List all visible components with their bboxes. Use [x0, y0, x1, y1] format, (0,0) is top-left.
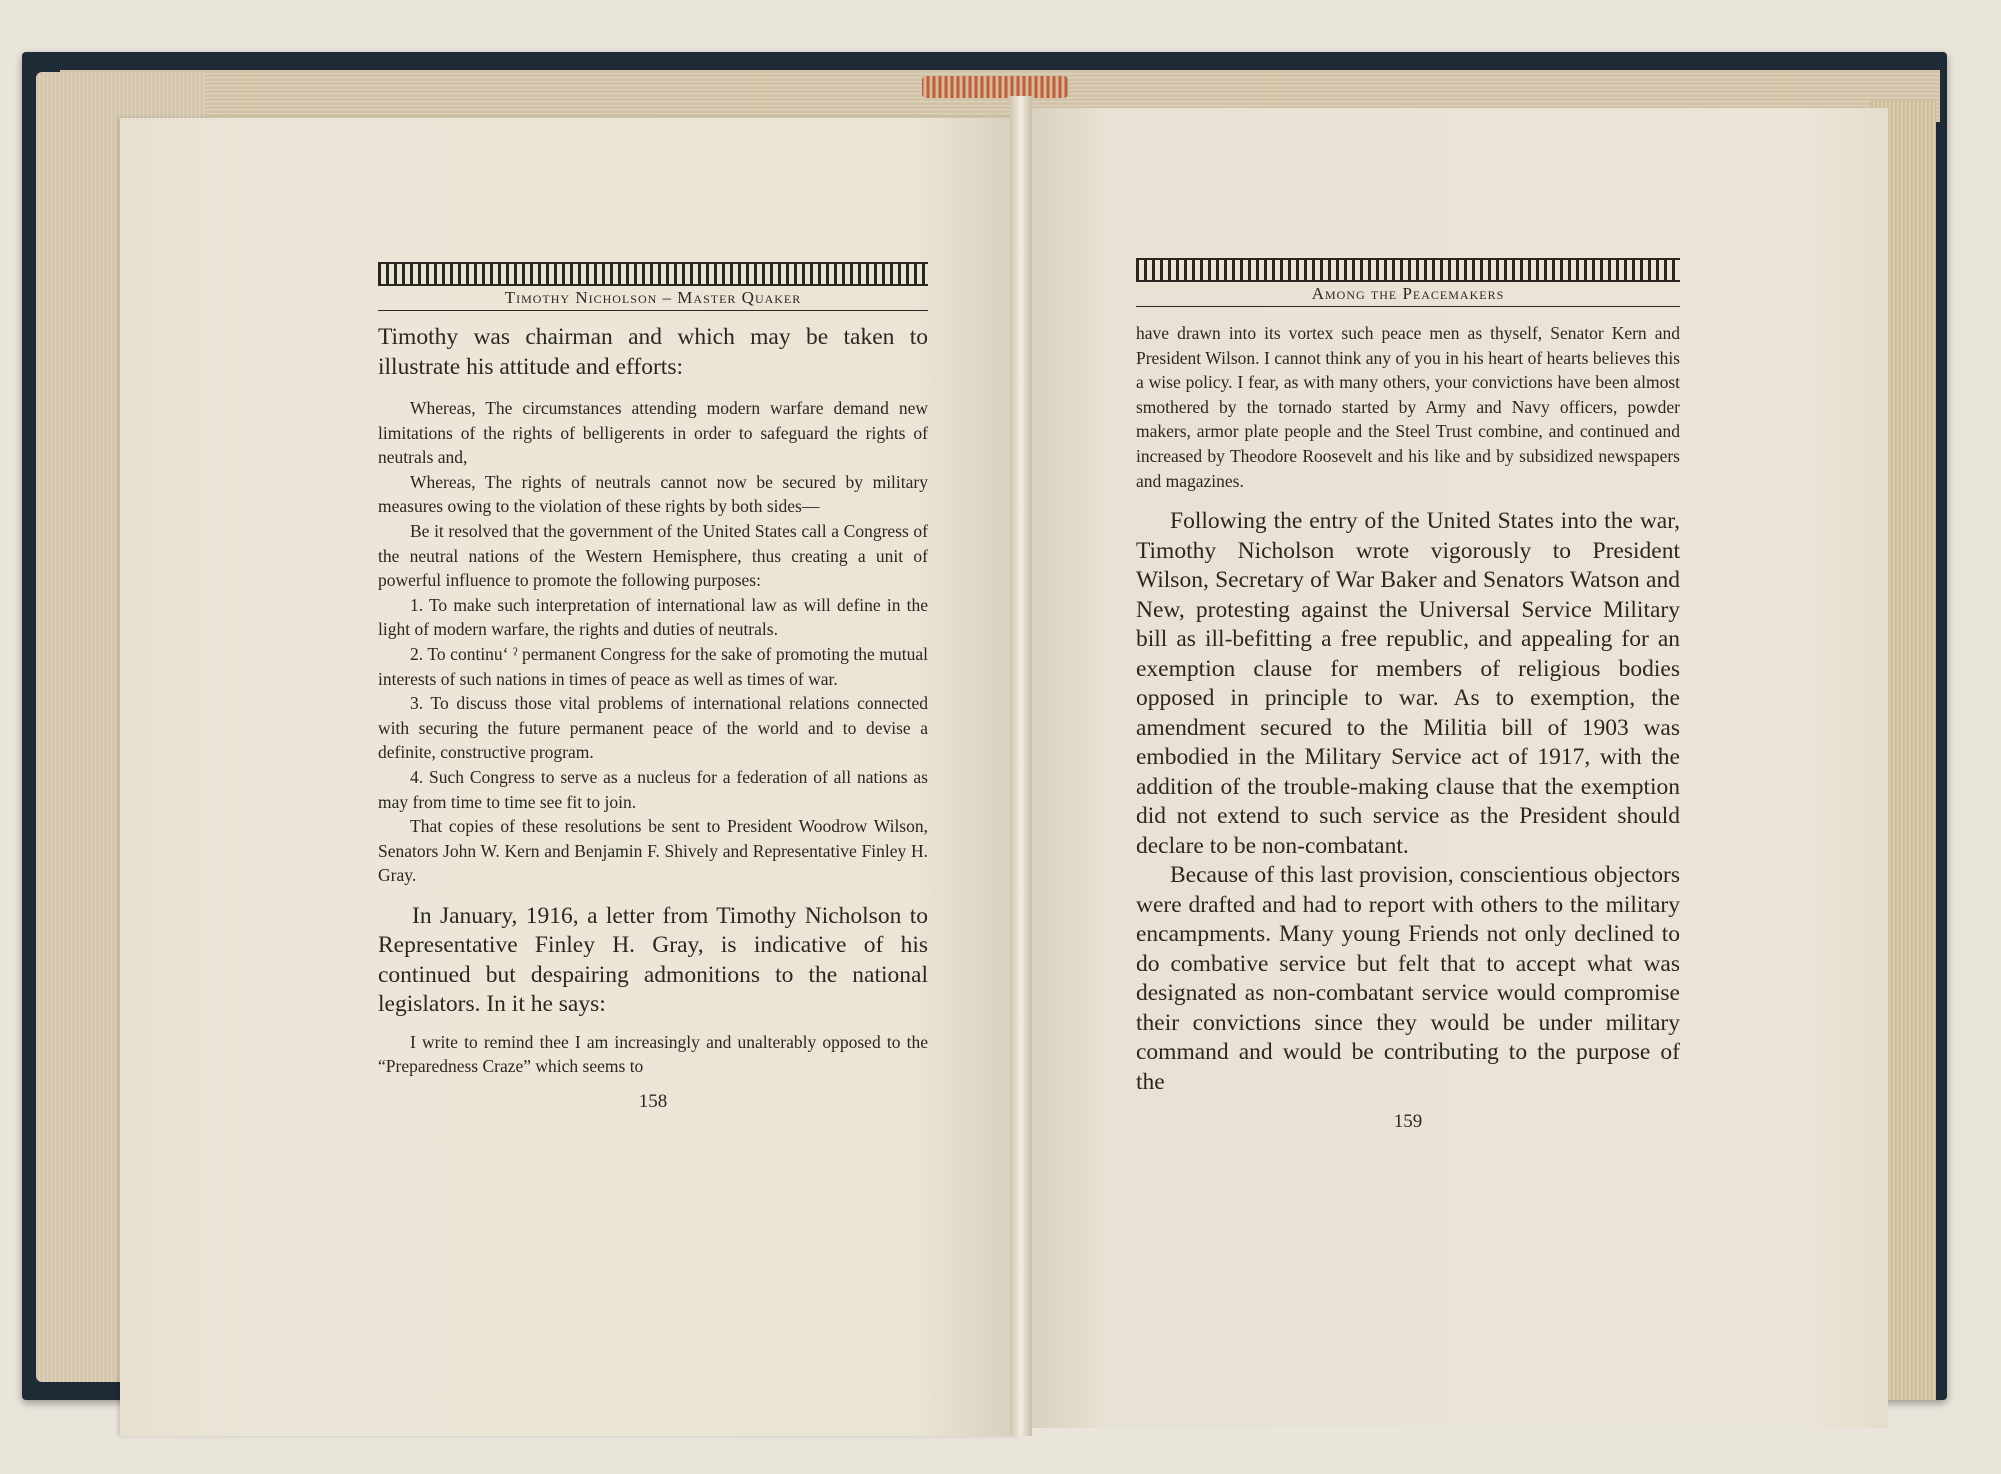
resolution-line: Be it resolved that the government of the United States call a Congress of the neutral nations of the Western Hemisphere, thus creating a unit of powerful influence to promote the following purposes:: [378, 520, 928, 591]
body-paragraph: In January, 1916, a letter from Timothy Nicholson to Representative Finley H. Gray, is indicative of his continued but despairing admonitions to the national legislators. In it he says:: [378, 902, 928, 1018]
resolution-line: That copies of these resolutions be sent to President Woodrow Wilson, Senators John W. Kern and Benjamin F. Shively and Representative Finley H. Gray.: [378, 816, 928, 886]
headband: [922, 76, 1068, 98]
left-page-column: [378, 262, 928, 1113]
resolution-line: Whereas, The circumstances attending modern warfare demand new limitations of the rights of belligerents in order to safeguard the rights of neutrals and,: [378, 398, 928, 468]
gutter: [1010, 96, 1032, 1436]
intro-paragraph: Timothy was chairman and which may be taken to illustrate his attitude and efforts:: [378, 324, 928, 380]
header-ornament: [1136, 258, 1680, 282]
page-number-right: 159: [1393, 1111, 1423, 1133]
letter-block: [378, 1030, 928, 1079]
resolutions-block: [378, 396, 928, 888]
body-paragraph: Following the entry of the United States into the war, Timothy Nicholson wrote vigorously to President Wilson, Secretary of War Baker and Senators Watson and New, protesting against the Universal Service Military bill as ill-befitting a free republic, and appealing for an exemption clause for members of religious bodies opposed in principle to war. As to exemption, the amendment secured to the Militia bill of 1903 was embodied in the Military Service act of 1917, with the addition of the trouble-making clause that the exemption did not extend to such service as the President should declare to be non-combatant.: [1136, 508, 1680, 859]
resolution-line: 2. To continuʻ ˀ permanent Congress for the sake of promoting the mutual interests of such nations in times of peace as well as times of war.: [378, 643, 928, 689]
page-number-left: 158: [638, 1091, 668, 1113]
right-page-column: [1136, 258, 1680, 1133]
resolution-line: 3. To discuss those vital problems of international relations connected with securing the future permanent peace of the world and to devise a definite, constructive program.: [378, 693, 928, 763]
resolution-line: 4. Such Congress to serve as a nucleus for a federation of all nations as may from time to time see fit to join.: [378, 766, 928, 812]
letter-text: I write to remind thee I am increasingly and unalterably opposed to the “Preparedness Craze” which seems to: [378, 1031, 928, 1077]
body-paragraph-block: [378, 902, 928, 1020]
running-head-left: Timothy Nicholson – Master Quaker: [378, 286, 928, 311]
resolution-line: 1. To make such interpretation of international law as will define in the light of modern warfare, the rights and duties of neutrals.: [378, 594, 928, 640]
running-head-right: Among the Peacemakers: [1136, 282, 1680, 307]
letter-continued: have drawn into its vortex such peace men as thyself, Senator Kern and President Wilson. I cannot think any of you in his heart of hearts believes this a wise policy. I fear, as with many others, your convictions have been almost smothered by the tornado started by Army and Navy officers, powder makers, armor plate people and the Steel Trust combine, and continued and increased by Theodore Roosevelt and his like and by subsidized newspapers and magazines.: [1136, 323, 1680, 491]
right-body: [1136, 507, 1680, 1097]
intro-text: [378, 323, 928, 382]
resolution-line: Whereas, The rights of neutrals cannot now be secured by military measures owing to the violation of these rights by both sides—: [378, 471, 928, 517]
letter-continued-block: [1136, 321, 1680, 493]
body-paragraph: Because of this last provision, conscientious objectors were drafted and had to report with others to the military encampments. Many young Friends not only declined to do combative service but felt that to accept what was designated as non-combatant service would compromise their convictions since they would be under military command and would be contributing to the purpose of the: [1136, 862, 1680, 1095]
header-ornament: [378, 262, 928, 286]
